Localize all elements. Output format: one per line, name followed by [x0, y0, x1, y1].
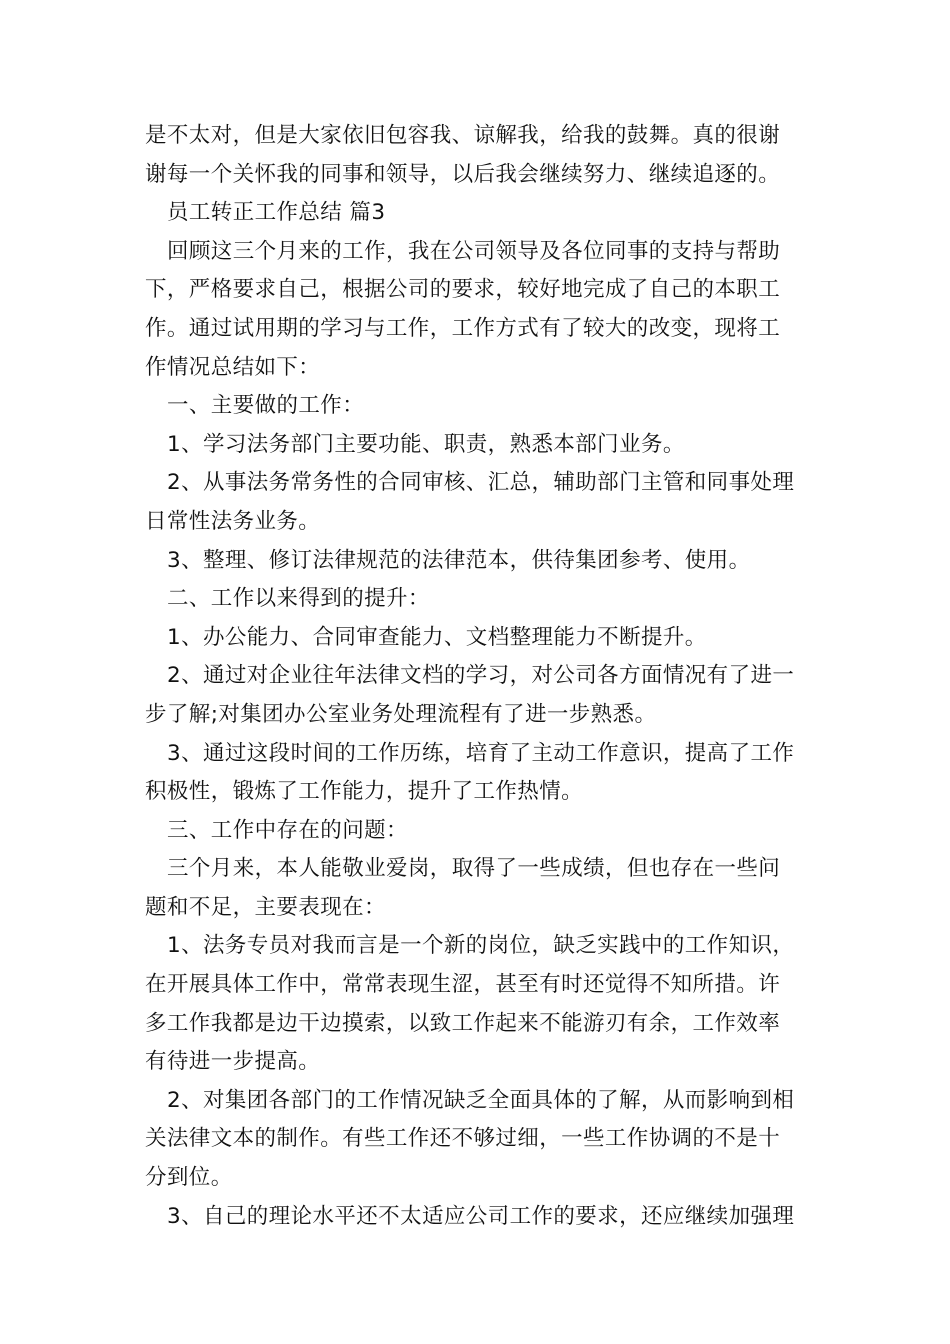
list-item: 3、通过这段时间的工作历练，培育了主动工作意识，提高了工作 [167, 740, 795, 766]
paragraph-line: 三个月来，本人能敬业爱岗，取得了一些成绩，但也存在一些问 [167, 856, 781, 882]
list-item-continuation: 分到位。 [145, 1165, 233, 1191]
paragraph-line: 谢每一个关怀我的同事和领导，以后我会继续努力、继续追逐的。 [145, 161, 781, 187]
list-item-continuation: 关法律文本的制作。有些工作还不够过细，一些工作协调的不是十 [145, 1126, 781, 1152]
paragraph-line: 是不太对，但是大家依旧包容我、谅解我，给我的鼓舞。真的很谢 [145, 123, 781, 148]
list-item: 2、从事法务常务性的合同审核、汇总，辅助部门主管和同事处理 [167, 470, 795, 496]
subsection-heading: 二、工作以来得到的提升： [167, 586, 430, 612]
list-item: 2、对集团各部门的工作情况缺乏全面具体的了解，从而影响到相 [167, 1087, 795, 1113]
list-item-continuation: 有待进一步提高。 [145, 1049, 321, 1075]
list-item: 3、整理、修订法律规范的法律范本，供待集团参考、使用。 [167, 547, 751, 573]
list-item: 2、通过对企业往年法律文档的学习，对公司各方面情况有了进一 [167, 663, 795, 689]
subsection-heading: 三、工作中存在的问题： [167, 817, 408, 843]
paragraph-line: 作。通过试用期的学习与工作，工作方式有了较大的改变，现将工 [145, 315, 781, 341]
subsection-heading: 一、主要做的工作： [167, 393, 365, 419]
paragraph-line: 下，严格要求自己，根据公司的要求，较好地完成了自己的本职工 [145, 277, 781, 303]
list-item-continuation: 积极性，锻炼了工作能力，提升了工作热情。 [145, 779, 584, 805]
list-item-continuation: 多工作我都是边干边摸索，以致工作起来不能游刃有余，工作效率 [145, 1010, 781, 1036]
section-heading: 员工转正工作总结 篇3 [167, 200, 386, 226]
list-item-continuation: 在开展具体工作中，常常表现生涩，甚至有时还觉得不知所措。许 [145, 972, 781, 998]
paragraph-line: 题和不足，主要表现在： [145, 894, 386, 920]
list-item: 1、法务专员对我而言是一个新的岗位，缺乏实践中的工作知识， [167, 933, 795, 959]
list-item: 3、自己的理论水平还不太适应公司工作的要求，还应继续加强理 [167, 1203, 795, 1229]
list-item-continuation: 日常性法务业务。 [145, 508, 321, 534]
list-item: 1、学习法务部门主要功能、职责，熟悉本部门业务。 [167, 431, 685, 457]
list-item: 1、办公能力、合同审查能力、文档整理能力不断提升。 [167, 624, 707, 650]
paragraph-line: 作情况总结如下： [145, 354, 321, 380]
paragraph-line: 回顾这三个月来的工作，我在公司领导及各位同事的支持与帮助 [167, 238, 781, 264]
list-item-continuation: 步了解;对集团办公室业务处理流程有了进一步熟悉。 [145, 701, 657, 727]
document-body [145, 117, 807, 1236]
